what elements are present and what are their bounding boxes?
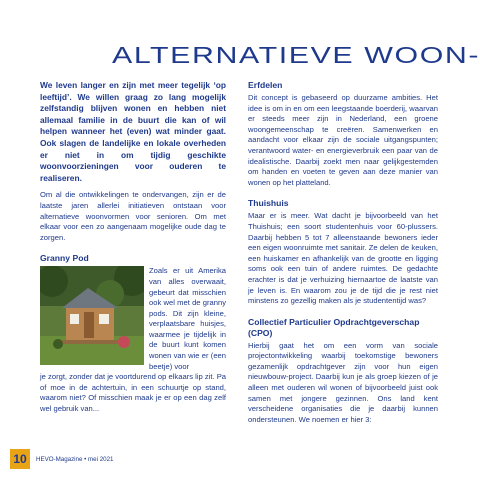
granny-pod-continued-text: je zorgt, zonder dat je voortdurend op elkaars lip zit. Pa of moe in de achtertuin, in een schuurtje op stand, waarom niet? Of misschien maak je er op een dag zelf wel gebruik van... (40, 372, 226, 414)
thuishuis-text: Maar er is meer. Wat dacht je bijvoorbeeld van het Thuishuis; een soort studentenhuis voor 60-plussers. Daarbij hebben 5 tot 7 alleenstaande bewoners ieder een eigen woonruimte met sanitair. Ze delen de keuken, een huiskamer en afhankelijk van de grootte en ligging soms ook een tuin of andere ruimtes. De gedachte erachter is dat je verhuizing hiernaartoe de laatste van je leven is. En waarom zou je de tijd die je rest niet minstens zo gezellig maken als je studententijd was? (248, 211, 438, 306)
intro-paragraph: We leven langer en zijn met meer tegelijk ‘op leeftijd’. We willen graag zo lang mogelijk zelfstandig blijven wonen en hebben niet allemaal familie in de buurt die kan of wil helpen wanneer het (even) wat minder gaat. Ook slagen de landelijke en lokale overheden er niet in om tijdig geschikte woonvoorzieningen voor ouderen te realiseren. (40, 80, 226, 183)
page-number: 10 (10, 449, 30, 469)
intro-body: Om al die ontwikkelingen te ondervangen, zijn er de laatste jaren allerlei initiatieven ontstaan voor alternatieve woonvormen voor senioren. Om met elkaar voor een zo aangenaam mogelijke oude dag te zorgen. (40, 190, 226, 242)
erfdelen-text: Dit concept is gebaseerd op duurzame ambities. Het idee is om in en om een leegstaande boerderij, waarvan er steeds meer zijn in Nederland, een groene woongemeenschap te creëren. Samenwerken en aandacht voor elkaar zijn de sociale uitgangspunten; verantwoord water- en energieverbruik een paar van de idealistische. Daarbij zoekt men naar gelijkgestemden om handen en voeten te geven aan deze manier van wonen op het platteland. (248, 93, 438, 187)
right-column (248, 80, 438, 425)
granny-pod-heading: Granny Pod (40, 253, 89, 264)
erfdelen-heading: Erfdelen (248, 80, 283, 90)
granny-pod-section (40, 266, 226, 414)
page-footer (10, 449, 113, 469)
thuishuis-heading: Thuishuis (248, 198, 289, 209)
granny-pod-photo (40, 266, 144, 365)
granny-pod-side-text: Zoals er uit Amerika van alles overwaait, gebeurt dat misschien ook wel met de granny pods. Dit zijn kleine, verplaatsbare huisjes, waarmee je tijdelijk in de buurt kunt komen wonen van wie er (een beetje) voor (149, 266, 226, 371)
magazine-name: HEVO-Magazine • mei 2021 (36, 455, 114, 463)
cpo-text: Hierbij gaat het om een vorm van sociale projectontwikkeling waarbij toekomstige bewoners gezamenlijk opdrachtgever zijn voor hun eigen nieuwbouw-project. Daarbij kun je als groep kiezen of je alleen met ouderen wil wonen of bijvoorbeeld juist ook samen met jongere gezinnen. Ons land kent verscheidene organisaties die je daarbij kunnen ondersteunen. We noemen er hier 3: (248, 340, 438, 424)
cpo-heading: Collectief Particulier Opdrachtgeverschap (CPO) (248, 316, 420, 338)
page-title: ALTERNATIEVE WOON- (112, 42, 480, 68)
left-column (40, 80, 226, 415)
